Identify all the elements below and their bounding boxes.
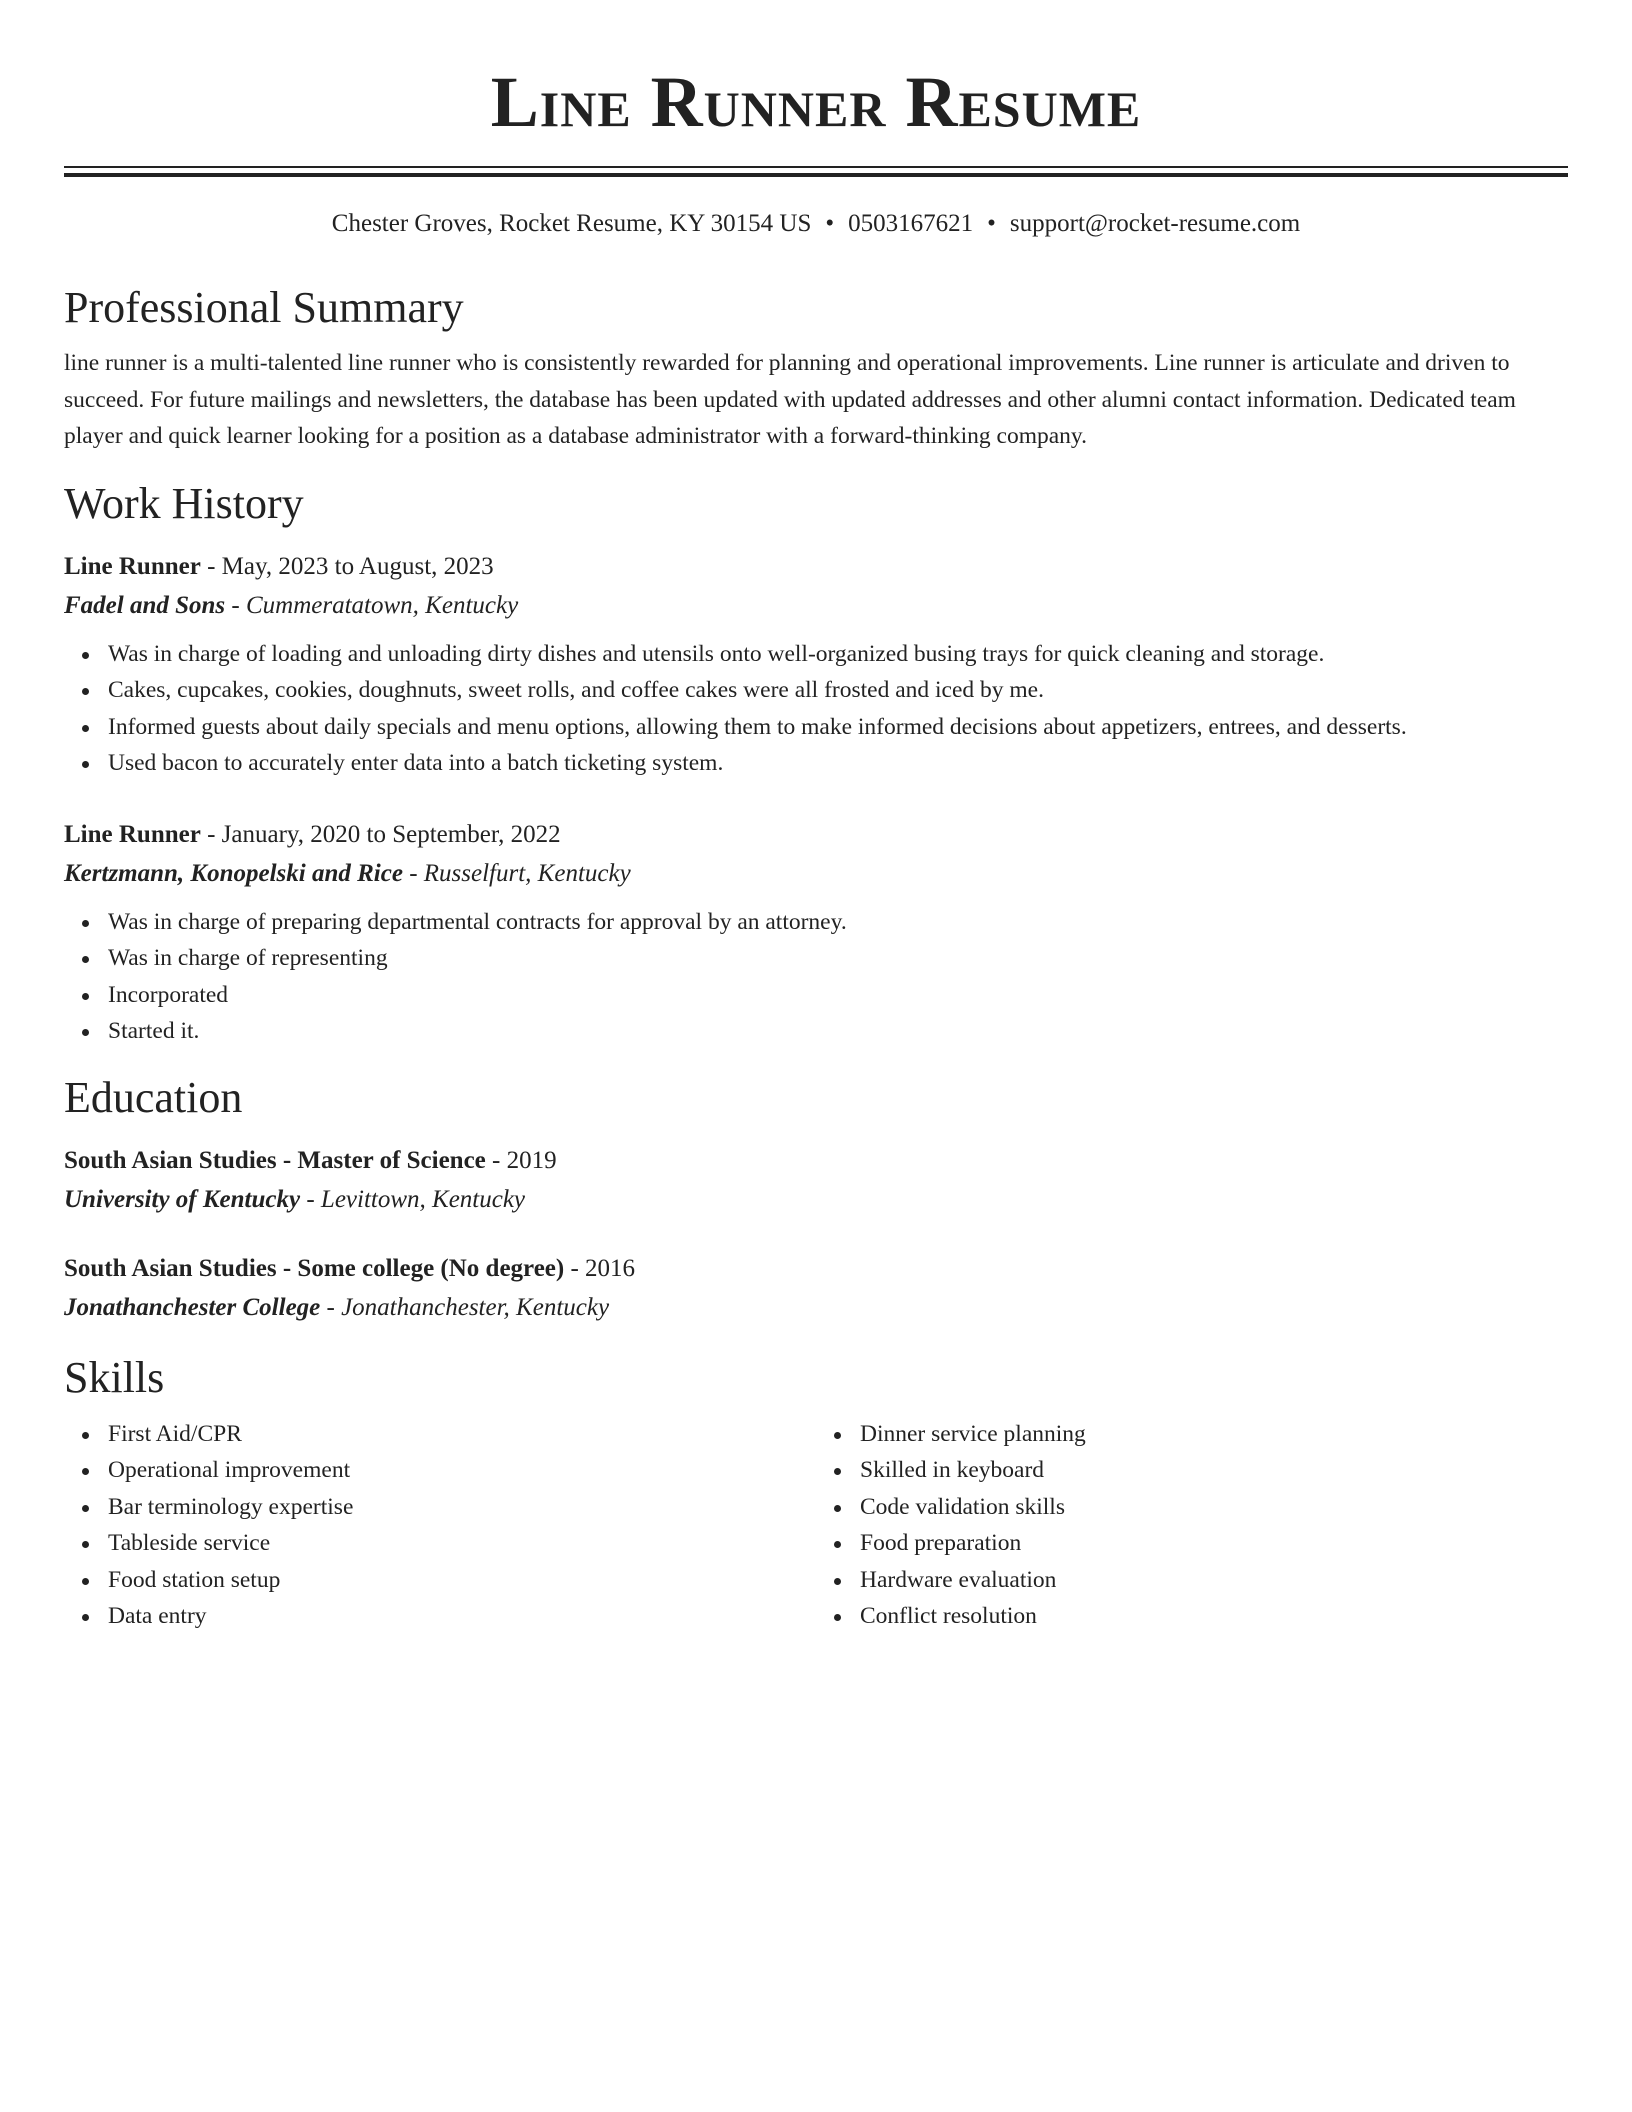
title-divider-thin [64,166,1568,168]
work-history-heading: Work History [64,478,304,528]
skills-list-right [816,1416,1568,1635]
job-dates: - May, 2023 to August, 2023 [200,552,494,580]
skill-item: Conflict resolution [860,1598,1568,1635]
contact-line [64,209,1568,239]
skill-item: Food station setup [108,1562,816,1599]
education-entry [64,1145,1568,1216]
skill-item: Code validation skills [860,1489,1568,1526]
school-location: - Levittown, Kentucky [300,1185,526,1213]
contact-email: support@rocket-resume.com [1009,210,1301,237]
job-company: Fadel and Sons [64,591,226,619]
skill-item: Data entry [108,1598,816,1635]
skill-item: Operational improvement [108,1452,816,1489]
school-location: - Jonathanchester, Kentucky [320,1293,610,1321]
summary-heading: Professional Summary [64,283,464,332]
job-duty: Informed guests about daily specials and menu options, allowing them to make informed decisions about appetizers, entrees, and desserts. [108,709,1568,746]
skill-item: Tableside service [108,1525,816,1562]
job-entry [64,819,1568,1050]
skills-list-left [64,1416,816,1635]
school-name: University of Kentucky [64,1185,301,1213]
job-location: - Cummeratatown, Kentucky [225,591,519,619]
job-location: - Russelfurt, Kentucky [402,859,631,887]
school-line [64,1184,1568,1216]
degree-line [64,1145,1568,1177]
job-duty: Was in charge of preparing departmental contracts for approval by an attorney. [108,904,1568,941]
skill-item: Skilled in keyboard [860,1452,1568,1489]
skill-item: Hardware evaluation [860,1562,1568,1599]
school-line [64,1292,1568,1324]
title-divider-thick [64,173,1568,177]
skills-heading: Skills [64,1352,165,1402]
job-duty: Started it. [108,1013,1568,1050]
skill-item: Dinner service planning [860,1416,1568,1453]
job-company: Kertzmann, Konopelski and Rice [64,859,403,887]
job-duty: Cakes, cupcakes, cookies, doughnuts, sweet rolls, and coffee cakes were all frosted and iced by me. [108,672,1568,709]
contact-address: Chester Groves, Rocket Resume, KY 30154 US [331,210,812,237]
job-duties-list [64,904,1568,1050]
degree: South Asian Studies - Some college (No degree) [64,1254,565,1282]
resume-page [64,0,1568,1635]
education-heading: Education [64,1072,243,1122]
graduation-year: - 2019 [485,1146,557,1174]
degree-line [64,1253,1568,1285]
job-duty: Incorporated [108,977,1568,1014]
skills-columns [64,1416,1568,1635]
summary-text: line runner is a multi-talented line runner who is consistently rewarded for planning and operational improvements. Line runner is articulate and driven to succeed. For future mailings and newsletters, the database has been updated with updated addresses and other alumni contact information. Dedicated team player and quick learner looking for a position as a database administrator with a forward-thinking company. [64,350,1516,449]
job-entry [64,551,1568,782]
skill-item: First Aid/CPR [108,1416,816,1453]
skill-item: Bar terminology expertise [108,1489,816,1526]
degree: South Asian Studies - Master of Science [64,1146,486,1174]
job-dates: - January, 2020 to September, 2022 [200,820,561,848]
job-title: Line Runner [64,552,201,580]
job-company-line [64,590,1568,622]
job-title-line [64,551,1568,583]
job-duty: Was in charge of loading and unloading dirty dishes and utensils onto well-organized busing trays for quick cleaning and storage. [108,636,1568,673]
job-duty: Was in charge of representing [108,940,1568,977]
skill-item: Food preparation [860,1525,1568,1562]
contact-phone: 0503167621 [848,210,974,237]
job-title-line [64,819,1568,851]
resume-title: Line Runner Resume [490,62,1142,142]
contact-separator: • [987,210,996,237]
graduation-year: - 2016 [564,1254,636,1282]
contact-separator: • [825,210,835,237]
education-entry [64,1253,1568,1324]
job-title: Line Runner [64,820,201,848]
job-duty: Used bacon to accurately enter data into a batch ticketing system. [108,745,1568,782]
job-company-line [64,858,1568,890]
school-name: Jonathanchester College [64,1293,321,1321]
job-duties-list [64,636,1568,782]
